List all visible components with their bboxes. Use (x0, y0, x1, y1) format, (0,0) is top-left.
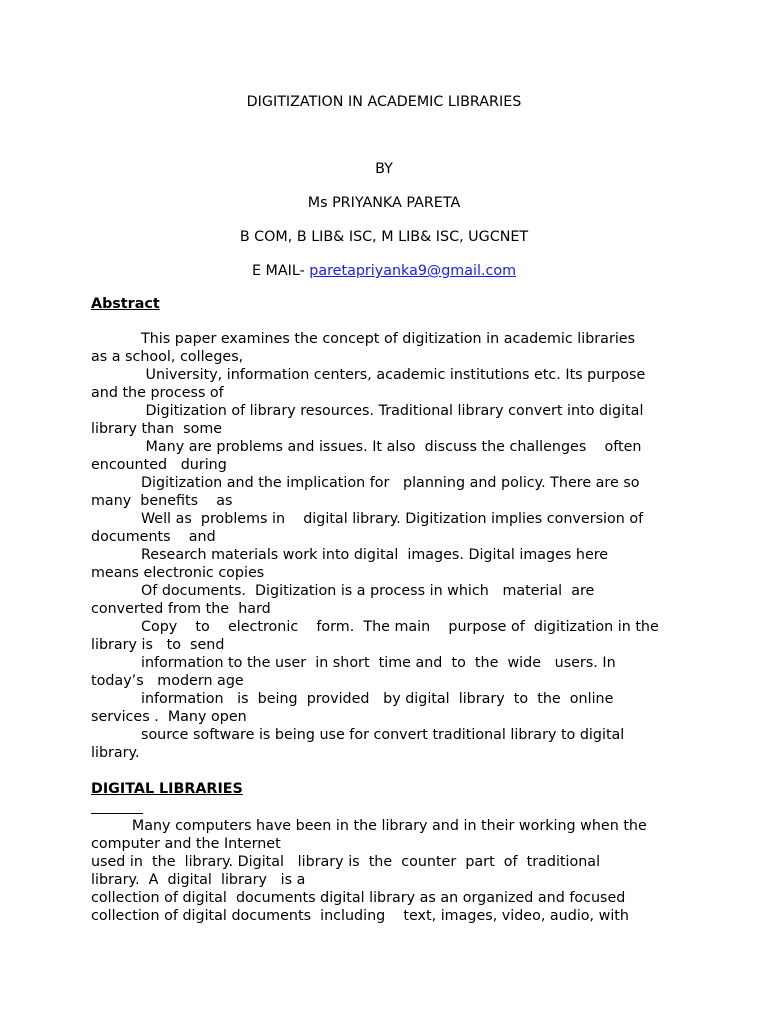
text-line: Copy to electronic form. The main purpose of digitization in the (91, 619, 659, 635)
text-line: library. (91, 745, 140, 761)
text-line: used in the library. Digital library is the counter part of traditional (91, 854, 601, 870)
email-line (0, 263, 768, 279)
text-line: computer and the Internet (91, 836, 281, 852)
text-line: many benefits as (91, 493, 233, 509)
text-line: and the process of (91, 385, 224, 401)
text-line: Research materials work into digital images. Digital images here (91, 547, 609, 563)
text-line: library. A digital library is a (91, 872, 306, 888)
text-line: means electronic copies (91, 565, 265, 581)
text-line: collection of digital documents including text, images, video, audio, with (91, 908, 629, 924)
text-line: documents and (91, 529, 216, 545)
text-line: as a school, colleges, (91, 349, 244, 365)
text-line: services . Many open (91, 709, 247, 725)
email-link[interactable]: paretapriyanka9@gmail.com (309, 263, 517, 279)
text-line: information is being provided by digital library to the online (91, 691, 614, 707)
text-line: Digitization and the implication for planning and policy. There are so (91, 475, 640, 491)
text-line: information to the user in short time and to the wide users. In (91, 655, 616, 671)
section-rule (91, 813, 143, 814)
text-line: source software is being use for convert traditional library to digital (91, 727, 625, 743)
digital-libraries-heading: DIGITAL LIBRARIES (91, 781, 243, 797)
text-line: This paper examines the concept of digitization in academic libraries (91, 331, 636, 347)
by-line: BY (375, 161, 393, 177)
text-line: library is to send (91, 637, 225, 653)
text-line: library than some (91, 421, 223, 437)
text-line: University, information centers, academic institutions etc. Its purpose (91, 367, 646, 383)
text-line: collection of digital documents digital library as an organized and focused (91, 890, 626, 906)
author-qualifications: B COM, B LIB& ISC, M LIB& ISC, UGCNET (239, 229, 529, 245)
text-line: Digitization of library resources. Traditional library convert into digital (91, 403, 644, 419)
text-line: Many are problems and issues. It also discuss the challenges often (91, 439, 642, 455)
text-line: converted from the hard (91, 601, 271, 617)
abstract-heading: Abstract (91, 296, 160, 312)
email-label: E MAIL- (251, 263, 310, 279)
document-title: DIGITIZATION IN ACADEMIC LIBRARIES (246, 94, 522, 110)
text-line: encounted during (91, 457, 227, 473)
author-name: Ms PRIYANKA PARETA (307, 195, 461, 211)
text-line: Of documents. Digitization is a process in which material are (91, 583, 595, 599)
text-line: today’s modern age (91, 673, 244, 689)
text-line: Many computers have been in the library and in their working when the (91, 818, 647, 834)
text-line: Well as problems in digital library. Digitization implies conversion of (91, 511, 644, 527)
